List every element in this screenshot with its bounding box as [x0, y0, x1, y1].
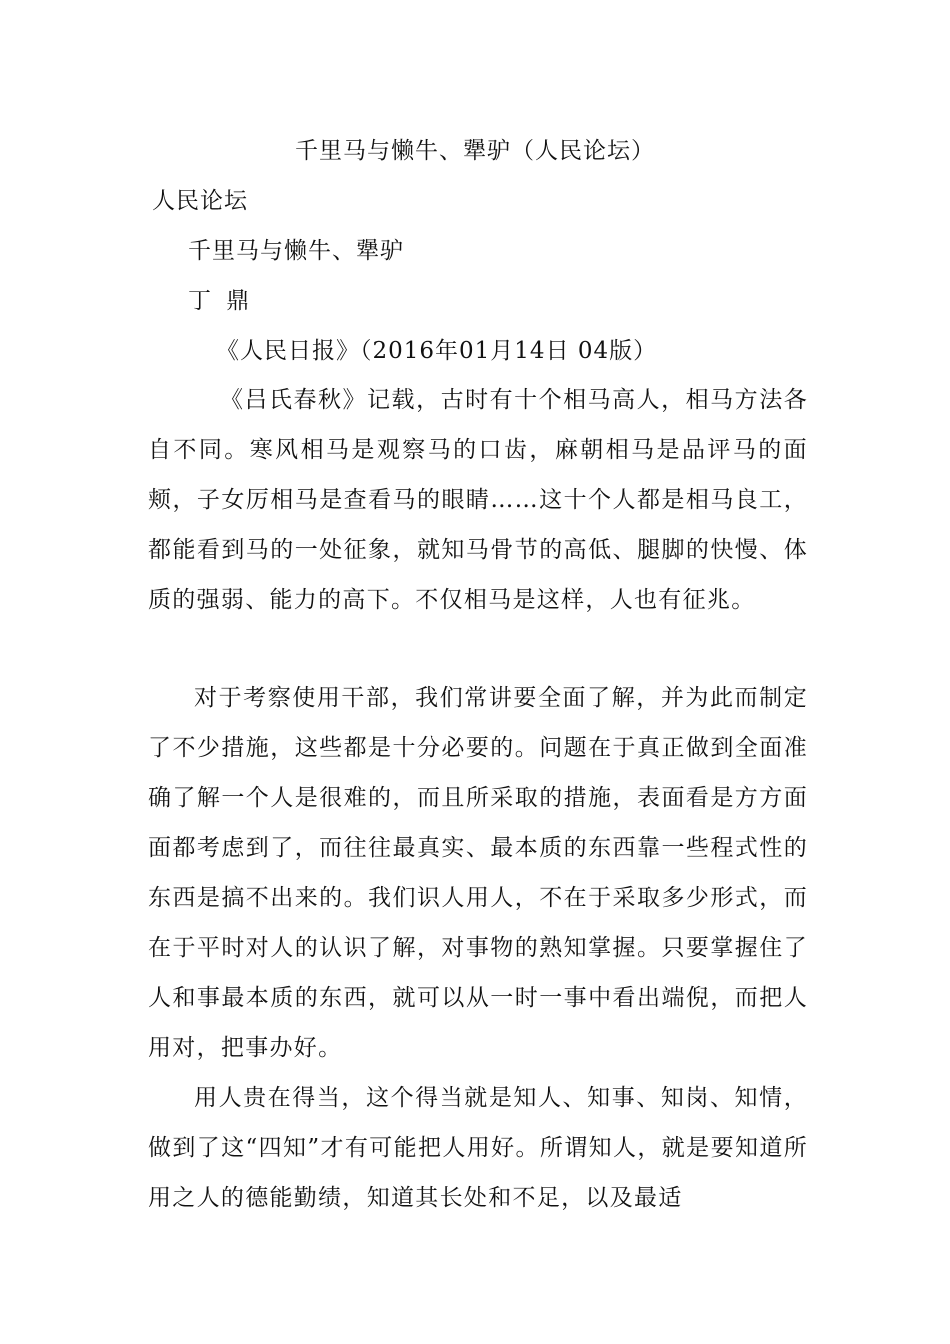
- article-headline: 千里马与懒牛、犟驴: [188, 238, 404, 264]
- column-name: 人民论坛: [152, 188, 248, 214]
- paragraph-1: 《吕氏春秋》记载，古时有十个相马高人，相马方法各自不同。寒风相马是观察马的口齿，麻朝相马是品评马的面颊，子女厉相马是查看马的眼睛……这十个人都是相马良工，都能看到马的一处征象，就知马骨节的高低、腿脚的快慢、体质的强弱、能力的高下。不仅相马是这样，人也有征兆。: [148, 387, 808, 613]
- paragraph-3: 用人贵在得当，这个得当就是知人、知事、知岗、知情，做到了这“四知”才有可能把人用好。所谓知人，就是要知道所用之人的德能勤绩，知道其长处和不足，以及最适: [148, 1085, 808, 1211]
- source-line: 《人民日报》（2016年01月14日 04版）: [216, 338, 658, 364]
- author: 丁 鼎: [188, 288, 251, 314]
- document-title: 千里马与懒牛、犟驴（人民论坛）: [295, 138, 655, 164]
- paragraph-2: 对于考察使用干部，我们常讲要全面了解，并为此而制定了不少措施，这些都是十分必要的。问题在于真正做到全面准确了解一个人是很难的，而且所采取的措施，表面看是方方面面都考虑到了，而往往最真实、最本质的东西靠一些程式性的东西是搞不出来的。我们识人用人，不在于采取多少形式，而在于平时对人的认识了解，对事物的熟知掌握。只要掌握住了人和事最本质的东西，就可以从一时一事中看出端倪，而把人用对，把事办好。: [148, 685, 808, 1061]
